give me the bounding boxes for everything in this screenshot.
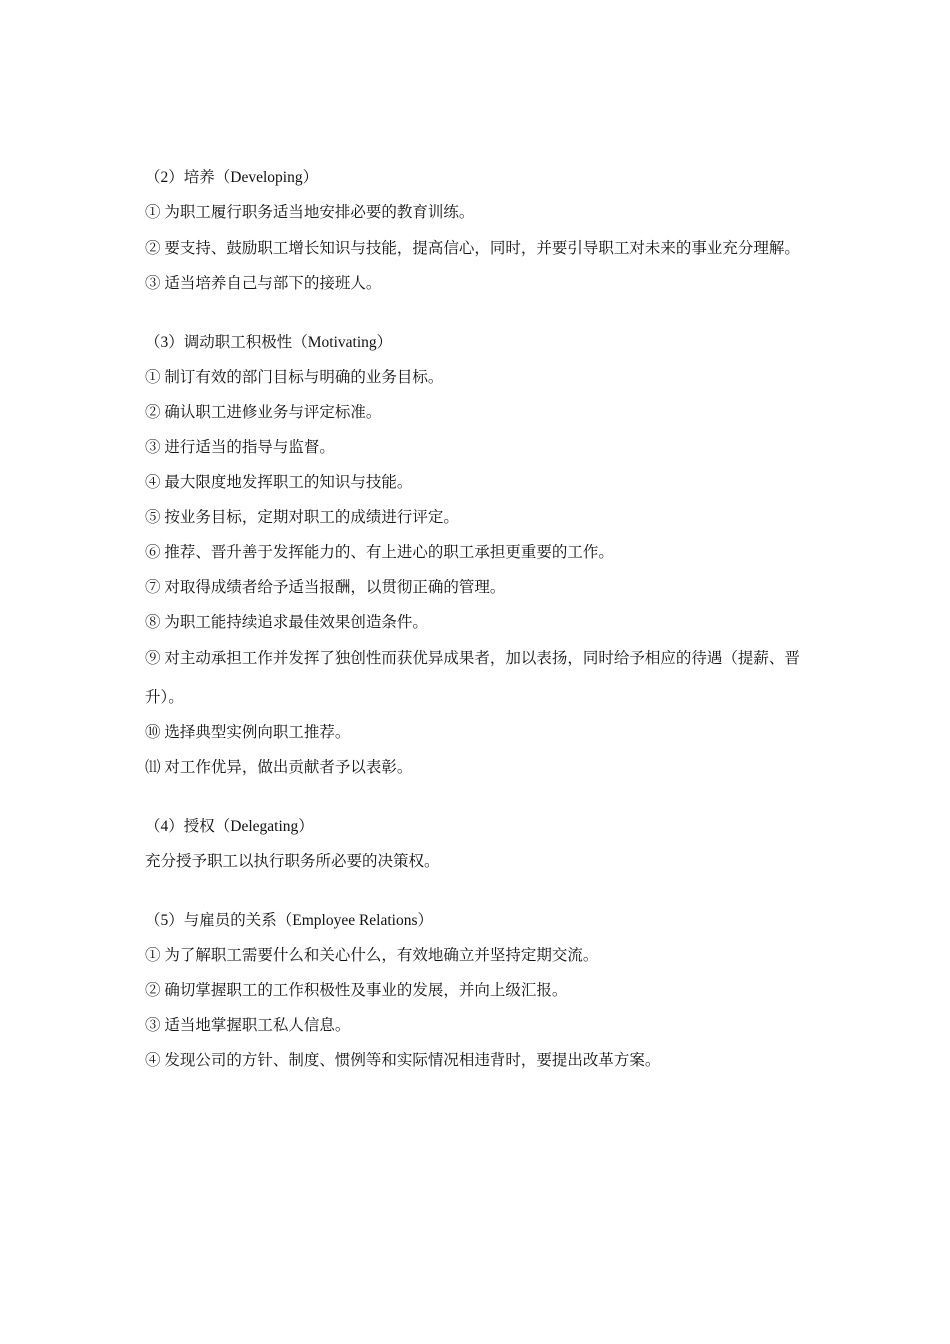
list-item: ③ 进行适当的指导与监督。 xyxy=(145,439,335,456)
list-item: 充分授予职工以执行职务所必要的决策权。 xyxy=(145,853,440,870)
list-item: ② 要支持、鼓励职工增长知识与技能，提高信心，同时，并要引导职工对未来的事业充分理解。 xyxy=(145,240,800,257)
list-item: ① 为了解职工需要什么和关心什么，有效地确立并坚持定期交流。 xyxy=(145,947,599,964)
document-body xyxy=(145,166,815,1084)
list-item: ⑧ 为职工能持续追求最佳效果创造条件。 xyxy=(145,614,428,631)
list-item: ④ 最大限度地发挥职工的知识与技能。 xyxy=(145,474,413,491)
list-item: ⑦ 对取得成绩者给予适当报酬，以贯彻正确的管理。 xyxy=(145,579,506,596)
section-heading: （3）调动职工积极性（Motivating） xyxy=(145,334,393,351)
section-heading: （5）与雇员的关系（Employee Relations） xyxy=(145,912,434,929)
list-item: ⑤ 按业务目标，定期对职工的成绩进行评定。 xyxy=(145,509,459,526)
list-item: ⑥ 推荐、晋升善于发挥能力的、有上进心的职工承担更重要的工作。 xyxy=(145,544,614,561)
list-item: ⑨ 对主动承担工作并发挥了独创性而获优异成果者，加以表扬，同时给予相应的待遇（提薪、晋升）。 xyxy=(145,650,800,706)
list-item: ③ 适当地掌握职工私人信息。 xyxy=(145,1017,351,1034)
section-heading: （4）授权（Delegating） xyxy=(145,818,314,835)
section-employee-relations xyxy=(145,909,815,1073)
list-item: ② 确切掌握职工的工作积极性及事业的发展，并向上级汇报。 xyxy=(145,982,568,999)
list-item: ④ 发现公司的方针、制度、惯例等和实际情况相违背时，要提出改革方案。 xyxy=(145,1052,661,1069)
list-item: ① 为职工履行职务适当地安排必要的教育训练。 xyxy=(145,204,475,221)
section-developing xyxy=(145,166,815,296)
list-item: ③ 适当培养自己与部下的接班人。 xyxy=(145,275,382,292)
section-delegating xyxy=(145,815,815,874)
section-motivating xyxy=(145,331,815,780)
section-heading: （2）培养（Developing） xyxy=(145,169,319,186)
list-item: ② 确认职工进修业务与评定标准。 xyxy=(145,404,382,421)
list-item: ① 制订有效的部门目标与明确的业务目标。 xyxy=(145,369,444,386)
list-item: ⑾ 对工作优异，做出贡献者予以表彰。 xyxy=(145,759,413,776)
list-item: ⑩ 选择典型实例向职工推荐。 xyxy=(145,724,351,741)
